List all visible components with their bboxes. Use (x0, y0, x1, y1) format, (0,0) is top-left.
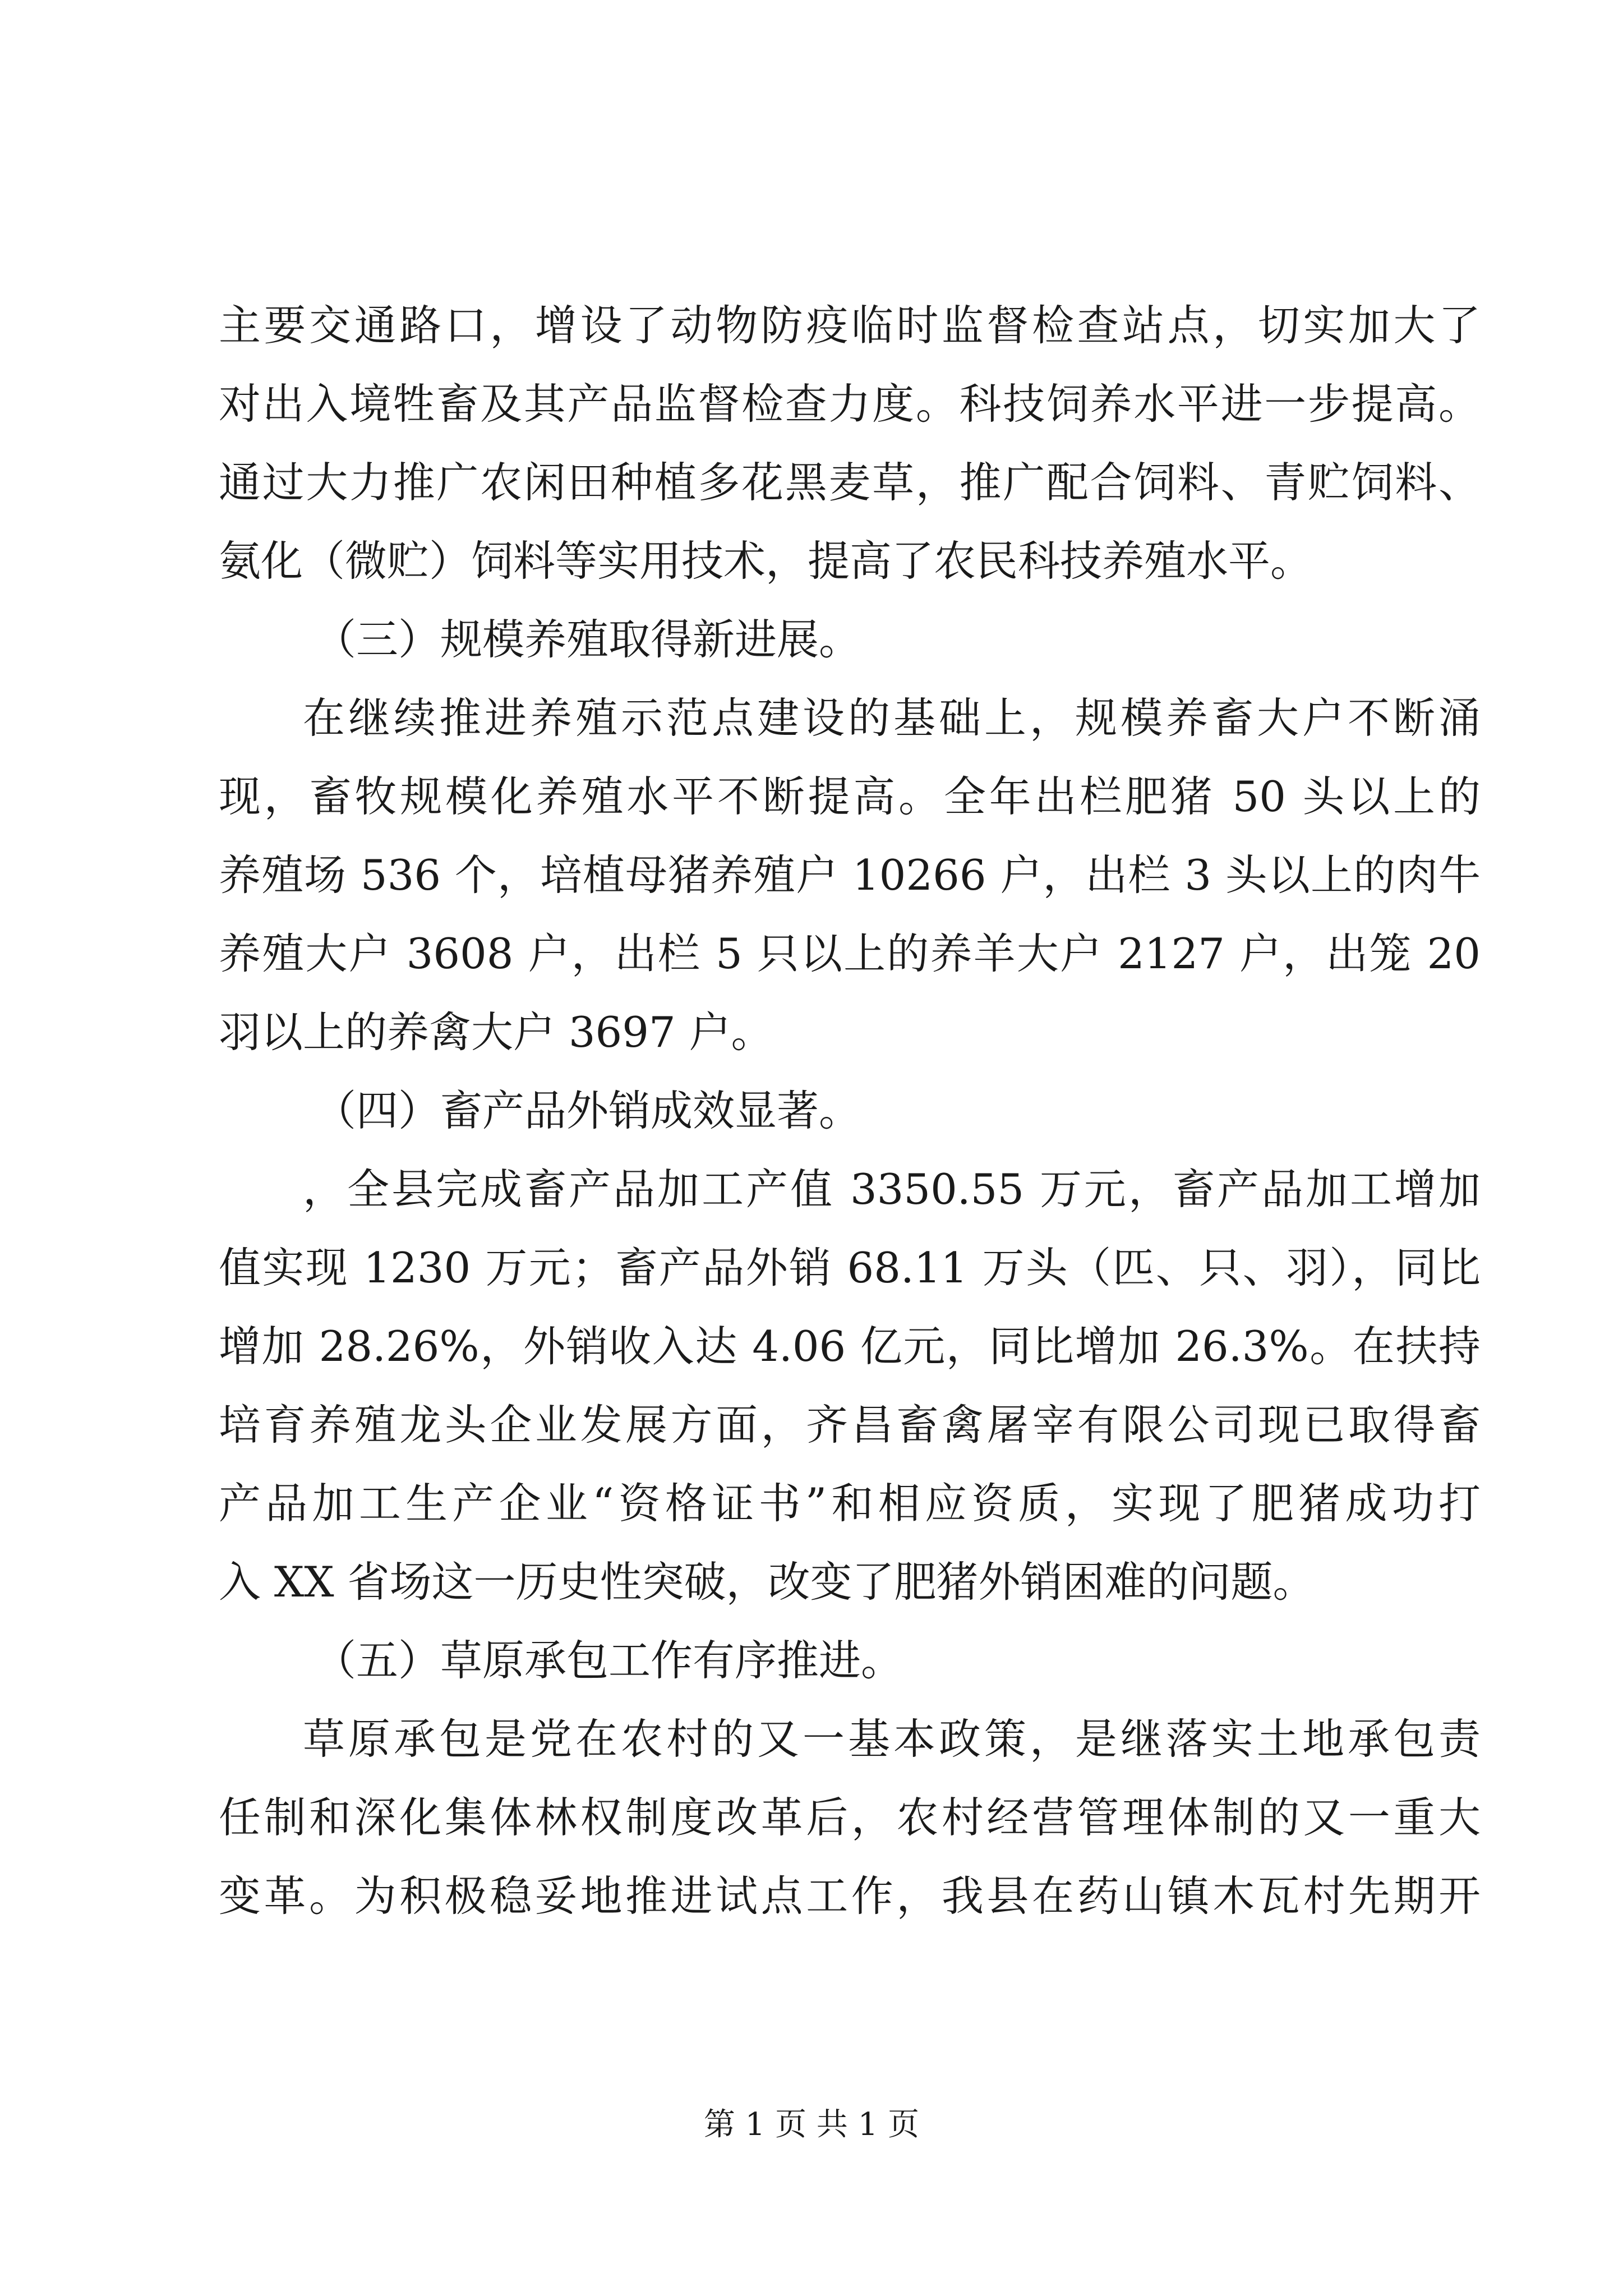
body-line: 主要交通路口，增设了动物防疫临时监督检查站点，切实加大了 (219, 301, 1481, 350)
section-heading: （五）草原承包工作有序推进。 (314, 1636, 903, 1685)
body-line: 养殖大户 3608 户，出栏 5 只以上的养羊大户 2127 户，出笼 20 (219, 929, 1481, 978)
body-line: 任制和深化集体林权制度改革后，农村经营管理体制的又一重大 (219, 1793, 1481, 1842)
body-line: 变革。为积极稳妥地推进试点工作，我县在药山镇木瓦村先期开 (219, 1871, 1481, 1921)
body-line: ，全县完成畜产品加工产值 3350.55 万元，畜产品加工增加 (303, 1165, 1481, 1214)
body-line: 草原承包是党在农村的又一基本政策，是继落实土地承包责 (303, 1714, 1481, 1764)
body-line: 氨化（微贮）饲料等实用技术，提高了农民科技养殖水平。 (219, 536, 1313, 586)
body-line: 羽以上的养禽大户 3697 户。 (219, 1007, 773, 1057)
section-heading: （四）畜产品外销成效显著。 (314, 1086, 861, 1135)
body-line: 养殖场 536 个，培植母猪养殖户 10266 户，出栏 3 头以上的肉牛 (219, 850, 1481, 900)
page-footer: 第 1 页 共 1 页 (703, 2106, 920, 2143)
section-heading: （三）规模养殖取得新进展。 (314, 615, 861, 664)
body-line: 对出入境牲畜及其产品监督检查力度。科技饲养水平进一步提高。 (219, 379, 1481, 429)
body-line: 在继续推进养殖示范点建设的基础上，规模养畜大户不断涌 (303, 693, 1481, 743)
body-line: 增加 28.26%，外销收入达 4.06 亿元，同比增加 26.3%。在扶持 (219, 1322, 1481, 1371)
body-line: 现，畜牧规模化养殖水平不断提高。全年出栏肥猪 50 头以上的 (219, 772, 1481, 821)
body-line: 培育养殖龙头企业发展方面，齐昌畜禽屠宰有限公司现已取得畜 (219, 1400, 1481, 1450)
body-line: 值实现 1230 万元；畜产品外销 68.11 万头（匹、只、羽），同比 (219, 1243, 1481, 1292)
body-line: 通过大力推广农闲田种植多花黑麦草，推广配合饲料、青贮饲料、 (219, 458, 1481, 507)
body-line: 产品加工生产企业“资格证书”和相应资质，实现了肥猪成功打 (219, 1479, 1481, 1528)
body-line: 入 XX 省场这一历史性突破，改变了肥猪外销困难的问题。 (219, 1557, 1315, 1607)
